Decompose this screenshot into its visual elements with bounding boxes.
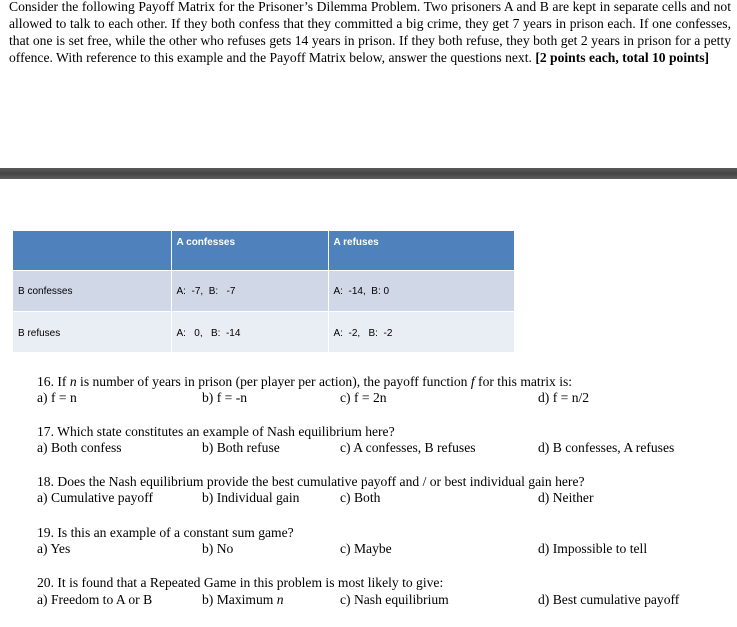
q19-option-a[interactable]: a) Yes — [37, 541, 71, 556]
q17-option-a[interactable]: a) Both confess — [37, 440, 122, 455]
matrix-cell: A: -7, B: -7 — [171, 270, 328, 311]
q16-option-d[interactable]: d) f = n/2 — [538, 390, 590, 405]
q20-option-b-text: b) Maximum — [202, 592, 277, 607]
q16-text-3: for this matrix is: — [474, 374, 573, 389]
q17-option-d[interactable]: d) B confesses, A refuses — [538, 440, 675, 455]
question-16 — [37, 373, 572, 390]
matrix-col-header: A refuses — [328, 231, 514, 270]
q16-option-b[interactable]: b) f = -n — [202, 390, 248, 405]
question-20: 20. It is found that a Repeated Game in this problem is most likely to give: — [37, 575, 444, 590]
matrix-cell: A: 0, B: -14 — [171, 311, 328, 352]
q18-option-d[interactable]: d) Neither — [538, 490, 594, 505]
q20-option-a[interactable]: a) Freedom to A or B — [37, 592, 153, 607]
q17-option-c[interactable]: c) A confesses, B refuses — [340, 440, 476, 455]
matrix-header-row — [13, 231, 514, 270]
matrix-col-header: A confesses — [171, 231, 328, 270]
question-intro — [9, 0, 731, 66]
q16-text: 16. If — [37, 374, 70, 389]
q18-option-a[interactable]: a) Cumulative payoff — [37, 490, 154, 505]
question-17: 17. Which state constitutes an example of Nash equilibrium here? — [37, 424, 395, 439]
matrix-cell: A: -14, B: 0 — [328, 270, 514, 311]
q20-option-b[interactable] — [202, 591, 284, 608]
q20-option-c[interactable]: c) Nash equilibrium — [340, 592, 449, 607]
matrix-row-label: B refuses — [13, 311, 171, 352]
q20-option-d[interactable]: d) Best cumulative payoff — [538, 592, 680, 607]
intro-text: Consider the following Payoff Matrix for the Prisoner’s Dilemma Problem. Two prisoners A and B are kept in separate cells and not allowed to talk to each other. If they both confess that they committed a big crime, they get 7 years in prison each. If one confesses, that one is set free, while the other who refuses gets 14 years in prison. If they both refuse, they both get 2 years in prison for a petty offence. With reference to this example and the Payoff Matrix below, answer the questions next. — [9, 0, 731, 65]
question-19: 19. Is this an example of a constant sum game? — [37, 525, 294, 540]
q20-option-b-var: n — [276, 592, 284, 607]
matrix-corner-cell — [13, 231, 171, 270]
q16-var2: f — [470, 374, 475, 389]
q16-text-2: is number of years in prison (per player per action), the payoff function — [76, 374, 471, 389]
q19-option-b[interactable]: b) No — [202, 541, 234, 556]
matrix-row — [13, 270, 514, 311]
q16-option-c[interactable]: c) f = 2n — [340, 390, 387, 405]
q17-option-b[interactable]: b) Both refuse — [202, 440, 280, 455]
question-18: 18. Does the Nash equilibrium provide the best cumulative payoff and / or best individual gain here? — [37, 474, 585, 489]
q18-option-b[interactable]: b) Individual gain — [202, 490, 300, 505]
q16-var: n — [69, 374, 77, 389]
q16-option-a[interactable]: a) f = n — [37, 390, 77, 405]
q19-option-d[interactable]: d) Impossible to tell — [538, 541, 648, 556]
q18-option-c[interactable]: c) Both — [340, 490, 381, 505]
matrix-cell: A: -2, B: -2 — [328, 311, 514, 352]
matrix-row-label: B confesses — [13, 270, 171, 311]
points-note: [2 points each, total 10 points] — [535, 50, 710, 65]
matrix-row — [13, 311, 514, 352]
payoff-matrix — [13, 231, 514, 352]
q19-option-c[interactable]: c) Maybe — [340, 541, 392, 556]
section-divider — [0, 168, 737, 179]
